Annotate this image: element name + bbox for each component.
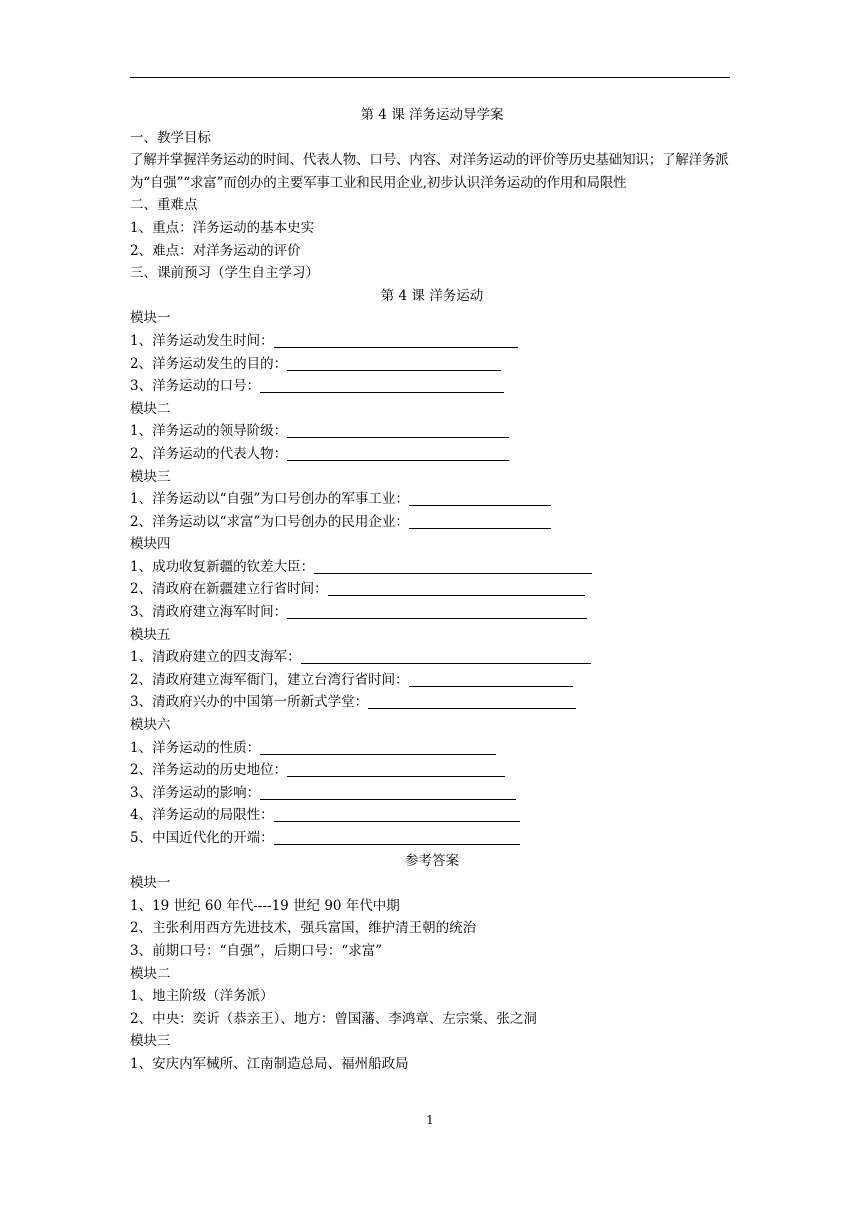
question-item (130, 511, 734, 534)
answer-blank[interactable] (287, 603, 587, 619)
answer-item: 2、主张利用西方先进技术，强兵富国，维护清王朝的统治 (130, 920, 477, 937)
answer-blank[interactable] (274, 332, 518, 348)
question-item (130, 488, 734, 511)
module-heading: 模块一 (130, 310, 171, 327)
module-heading: 模块一 (130, 875, 171, 892)
module-heading: 模块二 (130, 400, 171, 417)
question-item (130, 782, 734, 805)
question-label: 1、洋务运动的领导阶级： (130, 423, 288, 440)
difficult-point: 2、难点：对洋务运动的评价 (130, 242, 301, 259)
question-item (130, 556, 734, 579)
module-heading: 模块四 (130, 536, 171, 553)
answer-blank[interactable] (328, 580, 585, 596)
question-label: 2、清政府建立海军衙门，建立台湾行省时间： (130, 671, 409, 688)
question-label: 2、清政府在新疆建立行省时间： (130, 581, 328, 598)
question-label: 2、洋务运动以“求富”为口号创办的民用企业： (130, 513, 409, 530)
question-item (130, 330, 734, 353)
answer-blank[interactable] (368, 693, 576, 709)
question-item (130, 420, 734, 443)
answer-blank[interactable] (260, 739, 496, 755)
answer-blank[interactable] (409, 513, 551, 529)
question-label: 3、洋务运动的口号： (130, 378, 261, 395)
question-item (130, 646, 734, 669)
module-heading: 模块三 (130, 1033, 171, 1050)
module-heading: 模块二 (130, 965, 171, 982)
answer-blank[interactable] (287, 761, 505, 777)
answer-blank[interactable] (301, 648, 591, 664)
answer-blank[interactable] (260, 377, 504, 393)
key-point: 1、重点：洋务运动的基本史实 (130, 219, 315, 236)
question-item (130, 578, 734, 601)
question-item (130, 601, 734, 624)
question-item (130, 375, 734, 398)
objectives-heading: 一、教学目标 (130, 129, 211, 146)
answers-heading: 参考答案 (405, 852, 459, 869)
answer-blank[interactable] (314, 558, 592, 574)
question-item (130, 737, 734, 760)
page-number: 1 (426, 1113, 434, 1127)
key-points-heading: 二、重难点 (130, 197, 198, 214)
question-item (130, 353, 734, 376)
answer-blank[interactable] (274, 829, 520, 845)
module-heading: 模块三 (130, 468, 171, 485)
question-label: 3、清政府兴办的中国第一所新式学堂： (130, 694, 369, 711)
document-body (130, 104, 734, 1076)
answer-item: 1、19 世纪 60 年代----19 世纪 90 年代中期 (130, 897, 400, 914)
question-item (130, 443, 734, 466)
question-item (130, 827, 734, 850)
objectives-text: 了解并掌握洋务运动的时间、代表人物、口号、内容、对洋务运动的评价等历史基础知识；了解洋务派为“自强”“求富”而创办的主要军事工业和民用企业,初步认识洋务运动的作用和局限性 (130, 152, 729, 191)
question-label: 3、洋务运动的影响： (130, 784, 261, 801)
question-label: 4、洋务运动的局限性： (130, 807, 274, 824)
answer-item: 1、地主阶级（洋务派） (130, 988, 274, 1005)
answer-blank[interactable] (409, 490, 551, 506)
question-label: 1、洋务运动以“自强”为口号创办的军事工业： (130, 491, 409, 508)
answer-blank[interactable] (287, 445, 509, 461)
answer-item: 3、前期口号：“自强”，后期口号：“求富” (130, 942, 383, 959)
answer-blank[interactable] (287, 422, 509, 438)
question-item (130, 691, 734, 714)
question-label: 2、洋务运动发生的目的： (130, 355, 288, 372)
question-item (130, 759, 734, 782)
module-heading: 模块五 (130, 626, 171, 643)
answer-item: 2、中央：奕䜣（恭亲王）、地方：曾国藩、李鸿章、左宗棠、张之洞 (130, 1010, 537, 1027)
question-label: 1、成功收复新疆的钦差大臣： (130, 558, 315, 575)
answer-blank[interactable] (274, 806, 520, 822)
question-label: 2、洋务运动的代表人物： (130, 445, 288, 462)
question-label: 5、中国近代化的开端： (130, 830, 274, 846)
answer-blank[interactable] (409, 671, 573, 687)
question-label: 1、洋务运动的性质： (130, 739, 261, 756)
question-label: 2、洋务运动的历史地位： (130, 762, 288, 779)
document-title: 第 4 课 洋务运动导学案 (360, 107, 504, 123)
answer-blank[interactable] (287, 355, 501, 371)
question-label: 3、清政府建立海军时间： (130, 604, 288, 621)
preview-subtitle: 第 4 课 洋务运动 (380, 287, 484, 304)
module-heading: 模块六 (130, 717, 171, 734)
header-rule (130, 77, 730, 78)
answer-item: 1、安庆内军械所、江南制造总局、福州船政局 (130, 1055, 409, 1072)
question-item (130, 804, 734, 827)
question-label: 1、洋务运动发生时间： (130, 332, 274, 349)
answer-blank[interactable] (260, 784, 516, 800)
question-label: 1、清政府建立的四支海军： (130, 649, 301, 666)
preview-heading: 三、课前预习（学生自主学习） (130, 265, 319, 282)
question-item (130, 669, 734, 692)
